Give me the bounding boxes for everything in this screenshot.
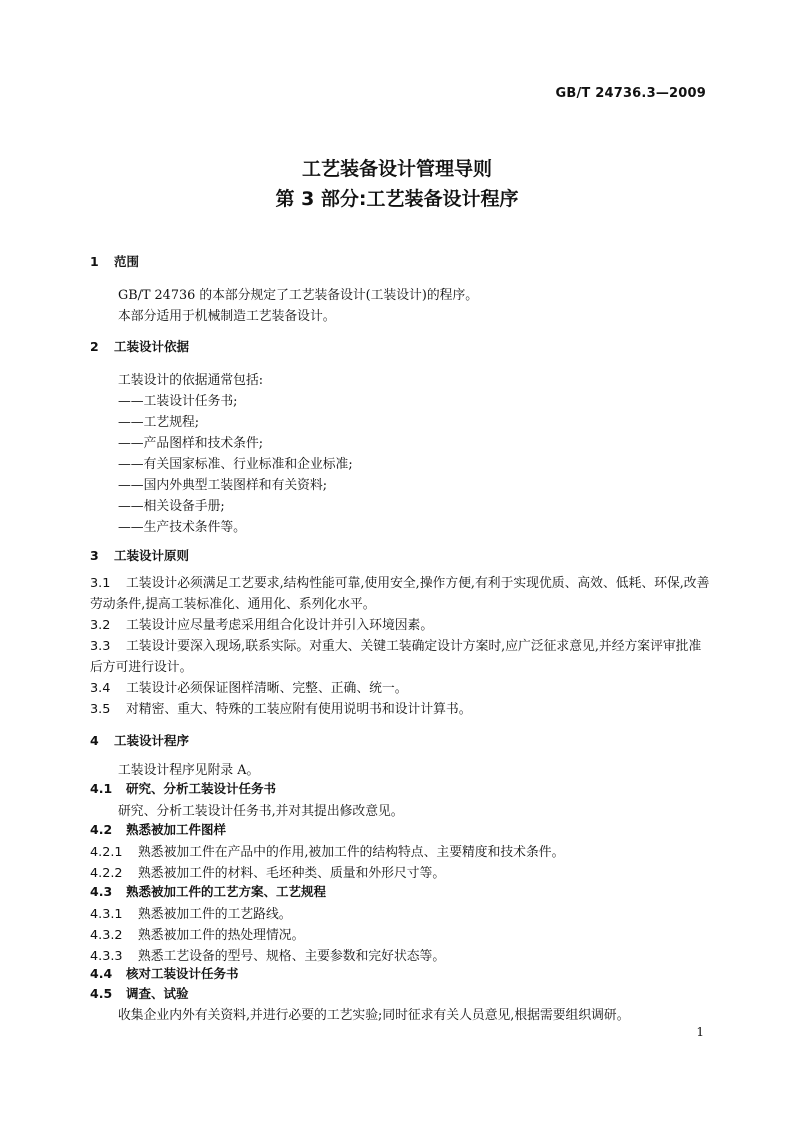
subsection-number: 4.3 — [90, 884, 113, 899]
list-item: ——国内外典型工装图样和有关资料; — [118, 478, 328, 493]
list-item: ——工艺规程; — [118, 415, 200, 430]
section-3-heading — [90, 546, 189, 564]
subsection-4-4-heading — [90, 964, 239, 982]
subsection-number: 4.4 — [90, 966, 113, 981]
list-item: ——生产技术条件等。 — [118, 520, 246, 535]
clause-number: 4.3.2 — [90, 928, 123, 943]
clause-number: 3.2 — [90, 618, 111, 633]
clause-4-3-2 — [90, 924, 304, 943]
section-1-paragraph-2: 本部分适用于机械制造工艺装备设计。 — [118, 309, 336, 324]
clause-text: 对精密、重大、特殊的工装应附有使用说明书和设计计算书。 — [126, 702, 472, 717]
clause-text: 熟悉被加工件的工艺路线。 — [138, 907, 292, 922]
clause-text: 熟悉被加工件在产品中的作用,被加工件的结构特点、主要精度和技术条件。 — [138, 845, 565, 860]
section-title: 工装设计依据 — [114, 339, 190, 354]
section-4-intro: 工装设计程序见附录 A。 — [118, 763, 260, 778]
list-item: ——相关设备手册; — [118, 499, 225, 514]
section-number: 3 — [90, 548, 99, 563]
clause-3-4 — [90, 678, 710, 699]
document-subtitle: 第 3 部分:工艺装备设计程序 — [275, 188, 519, 210]
clause-text: 熟悉被加工件的热处理情况。 — [138, 928, 305, 943]
clause-text: 工装设计应尽量考虑采用组合化设计并引入环境因素。 — [126, 618, 434, 633]
clause-number: 3.5 — [90, 702, 111, 717]
subsection-number: 4.2 — [90, 822, 113, 837]
subsection-4-2-heading — [90, 820, 226, 838]
section-1-heading — [90, 252, 139, 270]
subsection-4-1-text: 研究、分析工装设计任务书,并对其提出修改意见。 — [118, 804, 404, 819]
section-2-heading — [90, 337, 189, 355]
section-title: 范围 — [114, 254, 140, 269]
subsection-title: 核对工装设计任务书 — [126, 966, 239, 981]
subsection-4-5-heading — [90, 984, 189, 1002]
clause-3-1 — [90, 573, 710, 615]
clause-number: 4.2.1 — [90, 845, 123, 860]
clause-number: 3.4 — [90, 681, 111, 696]
list-item: ——有关国家标准、行业标准和企业标准; — [118, 457, 353, 472]
clause-number: 4.2.2 — [90, 866, 123, 881]
section-2-intro: 工装设计的依据通常包括: — [118, 373, 264, 388]
list-item: ——产品图样和技术条件; — [118, 436, 264, 451]
section-number: 2 — [90, 339, 99, 354]
document-title: 工艺装备设计管理导则 — [301, 158, 492, 180]
subsection-4-5-text: 收集企业内外有关资料,并进行必要的工艺实验;同时征求有关人员意见,根据需要组织调研。 — [118, 1008, 630, 1023]
list-item: ——工装设计任务书; — [118, 394, 238, 409]
section-number: 4 — [90, 733, 99, 748]
clause-3-3 — [90, 636, 710, 678]
clause-text: 工装设计要深入现场,联系实际。对重大、关键工装确定设计方案时,应广泛征求意见,并经方案评审批准后方可进行设计。 — [90, 639, 702, 675]
clause-number: 3.3 — [90, 639, 111, 654]
subsection-title: 研究、分析工装设计任务书 — [126, 781, 277, 796]
clause-text: 熟悉被加工件的材料、毛坯种类、质量和外形尺寸等。 — [138, 866, 446, 881]
clause-text: 工装设计必须满足工艺要求,结构性能可靠,使用安全,操作方便,有利于实现优质、高效、低耗、环保,改善劳动条件,提高工装标准化、通用化、系列化水平。 — [90, 576, 710, 612]
clause-4-3-1 — [90, 903, 292, 922]
section-4-heading — [90, 731, 189, 749]
subsection-title: 调查、试验 — [126, 986, 189, 1001]
subsection-4-1-heading — [90, 779, 276, 797]
section-title: 工装设计程序 — [114, 733, 190, 748]
subsection-4-3-heading — [90, 882, 326, 900]
section-1-paragraph-1: GB/T 24736 的本部分规定了工艺装备设计(工装设计)的程序。 — [118, 288, 479, 303]
clause-4-3-3 — [90, 945, 445, 964]
clause-text: 熟悉工艺设备的型号、规格、主要参数和完好状态等。 — [138, 949, 446, 964]
clause-text: 工装设计必须保证图样清晰、完整、正确、统一。 — [126, 681, 408, 696]
clause-4-2-2 — [90, 862, 445, 881]
subsection-title: 熟悉被加工件图样 — [126, 822, 227, 837]
clause-4-2-1 — [90, 841, 564, 860]
section-title: 工装设计原则 — [114, 548, 190, 563]
subsection-title: 熟悉被加工件的工艺方案、工艺规程 — [126, 884, 327, 899]
clause-number: 4.3.3 — [90, 949, 123, 964]
clause-number: 4.3.1 — [90, 907, 123, 922]
standard-code: GB/T 24736.3—2009 — [555, 86, 706, 101]
subsection-number: 4.1 — [90, 781, 113, 796]
page-number: 1 — [696, 1025, 704, 1039]
clause-number: 3.1 — [90, 576, 111, 591]
section-number: 1 — [90, 254, 99, 269]
clause-3-2 — [90, 615, 710, 636]
subsection-number: 4.5 — [90, 986, 113, 1001]
clause-3-5 — [90, 699, 710, 720]
